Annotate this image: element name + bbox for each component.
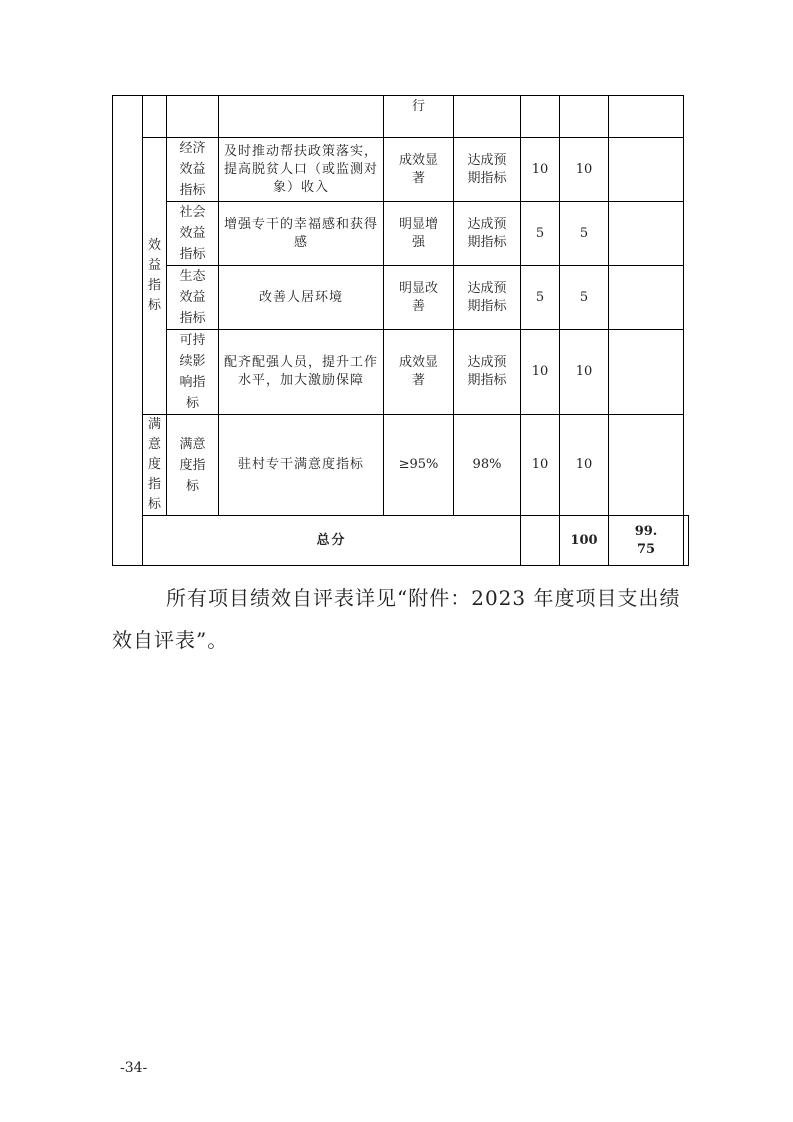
weight-cell: 10 <box>521 415 560 516</box>
continued-value-cell: 行 <box>384 96 454 138</box>
table-row <box>113 138 689 202</box>
content-cell: 配齐配强人员，提升工作水平，加大激励保障 <box>219 330 384 415</box>
table-row <box>113 330 689 415</box>
table-cell <box>609 96 684 138</box>
table-cell <box>609 202 684 266</box>
indicator-cell: 社会效益指标 <box>167 202 219 266</box>
table-cell <box>609 415 684 516</box>
indicator-cell: 可持续影响指标 <box>167 330 219 415</box>
body-paragraph: 所有项目绩效自评表详见“附件：2023 年度项目支出绩效自评表”。 <box>112 586 681 652</box>
total-label-cell: 总分 <box>143 516 521 566</box>
total-score-cell: 99.75 <box>609 516 684 566</box>
indicator-cell: 满意度指标 <box>167 415 219 516</box>
benefit-category-label: 效益指标 <box>147 238 161 313</box>
weight-cell: 5 <box>521 266 560 330</box>
table-row-continued <box>113 96 689 138</box>
indicator-cell: 生态效益指标 <box>167 266 219 330</box>
table-row <box>113 415 689 516</box>
table-row <box>113 202 689 266</box>
target-cell: 成效显著 <box>384 330 454 415</box>
outer-left-cell <box>113 96 143 566</box>
score-cell: 10 <box>560 415 609 516</box>
performance-table <box>112 95 689 566</box>
actual-cell: 达成预期指标 <box>454 138 521 202</box>
table-cell <box>560 96 609 138</box>
content-cell: 驻村专干满意度指标 <box>219 415 384 516</box>
score-cell: 5 <box>560 266 609 330</box>
score-cell: 10 <box>560 138 609 202</box>
table-cell <box>167 96 219 138</box>
table-cell <box>521 516 560 566</box>
actual-cell: 98% <box>454 415 521 516</box>
score-cell: 5 <box>560 202 609 266</box>
content-cell: 及时推动帮扶政策落实，提高脱贫人口（或监测对象）收入 <box>219 138 384 202</box>
content-cell: 改善人居环境 <box>219 266 384 330</box>
score-cell: 10 <box>560 330 609 415</box>
indicator-cell: 经济效益指标 <box>167 138 219 202</box>
satisfaction-category-cell <box>143 415 167 516</box>
weight-cell: 10 <box>521 138 560 202</box>
benefit-category-cell <box>143 138 167 415</box>
table-cell <box>609 138 684 202</box>
content-cell: 增强专干的幸福感和获得感 <box>219 202 384 266</box>
target-cell: 明显增强 <box>384 202 454 266</box>
table-cell <box>609 266 684 330</box>
weight-cell: 10 <box>521 330 560 415</box>
weight-cell: 5 <box>521 202 560 266</box>
target-cell: ≥95% <box>384 415 454 516</box>
total-row <box>113 516 689 566</box>
target-cell: 成效显著 <box>384 138 454 202</box>
table-cell <box>684 516 689 566</box>
actual-cell: 达成预期指标 <box>454 202 521 266</box>
total-weight-cell: 100 <box>560 516 609 566</box>
actual-cell: 达成预期指标 <box>454 266 521 330</box>
actual-cell: 达成预期指标 <box>454 330 521 415</box>
page-number: -34- <box>120 1060 148 1076</box>
target-cell: 明显改善 <box>384 266 454 330</box>
table-cell <box>609 330 684 415</box>
table-cell <box>521 96 560 138</box>
table-cell <box>219 96 384 138</box>
table-cell <box>454 96 521 138</box>
satisfaction-category-label: 满意度指标 <box>147 417 161 512</box>
table-row <box>113 266 689 330</box>
table-cell <box>143 96 167 138</box>
